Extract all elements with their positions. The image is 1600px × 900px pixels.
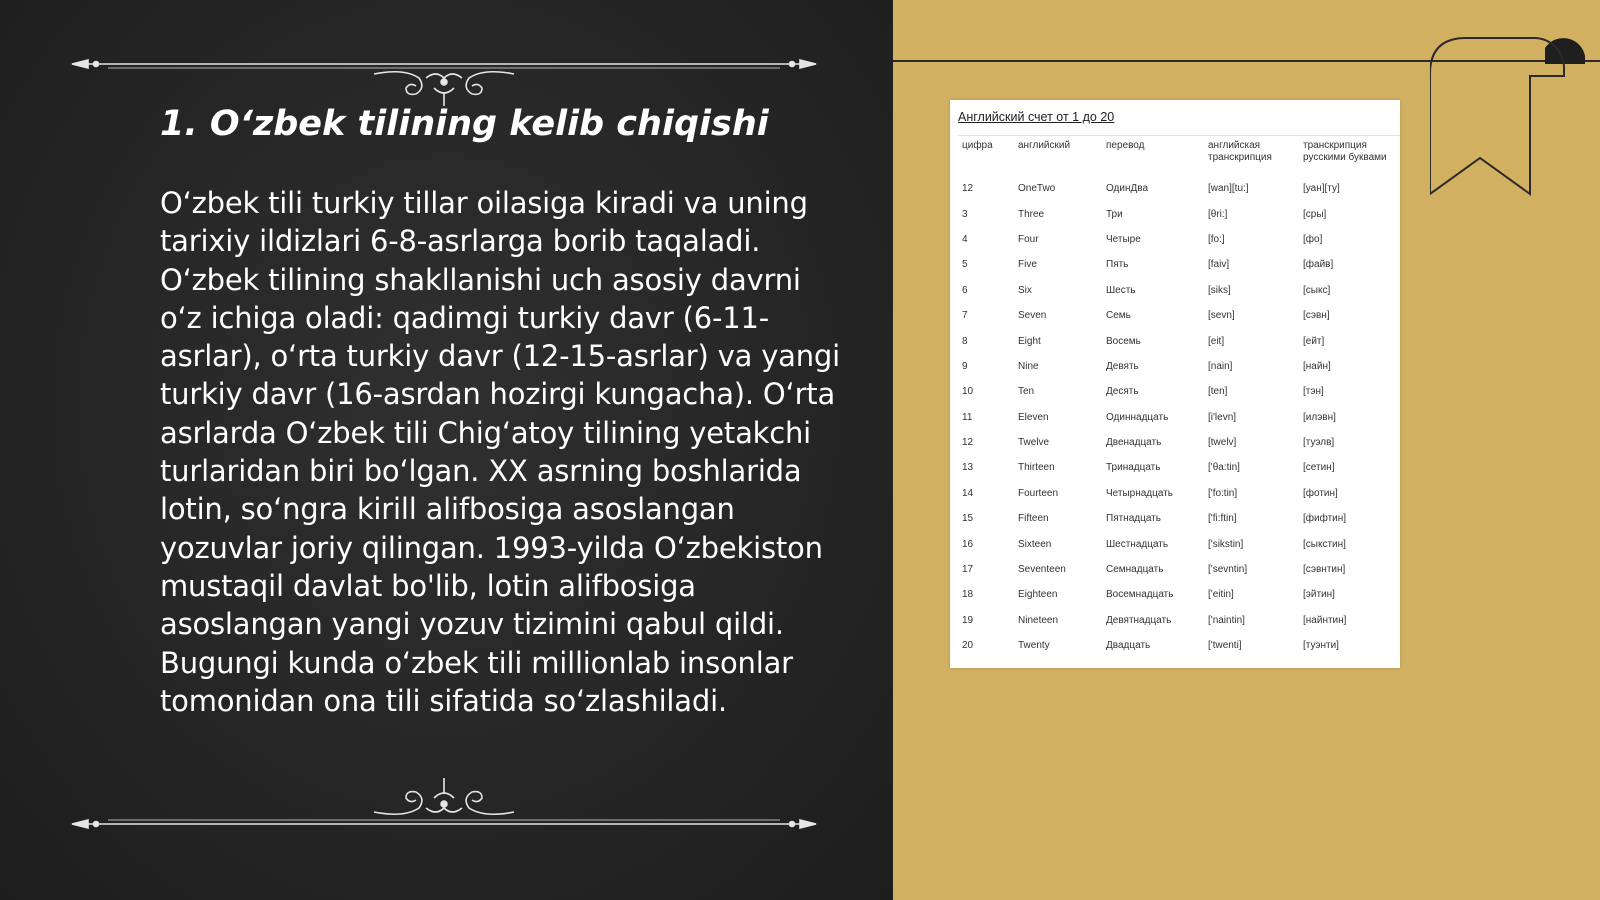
cell-digit: 6 xyxy=(962,284,968,296)
cell-translation: Шестнадцать xyxy=(1106,538,1169,550)
cell-english-transcription: [wan][tu:] xyxy=(1208,183,1249,195)
cell-english: Ten xyxy=(1018,386,1035,398)
counting-table xyxy=(958,138,1396,658)
cell-english-transcription: [sevn] xyxy=(1208,310,1235,322)
cell-digit: 17 xyxy=(962,564,974,576)
cell-russian-transcription: [туэнти] xyxy=(1303,640,1339,652)
cell-translation: Девять xyxy=(1106,360,1139,372)
cell-translation: Девятнадцать xyxy=(1106,614,1172,626)
cell-russian-transcription: [эйтин] xyxy=(1303,589,1335,601)
cell-digit: 7 xyxy=(962,310,968,322)
cell-english: Seven xyxy=(1018,310,1047,322)
cell-translation: Пять xyxy=(1106,259,1129,271)
cell-translation: Три xyxy=(1106,208,1123,220)
table-row xyxy=(958,227,1396,252)
cell-english-transcription: ['sikstin] xyxy=(1208,538,1244,550)
cell-translation: Двадцать xyxy=(1106,640,1151,652)
cell-english: Fifteen xyxy=(1018,513,1049,525)
header-translation: перевод xyxy=(1106,140,1145,151)
cell-english: Seventeen xyxy=(1018,564,1066,576)
ornamental-flourish-divider-icon xyxy=(64,772,824,832)
cell-russian-transcription: [фо] xyxy=(1303,233,1323,245)
table-divider xyxy=(958,135,1400,136)
cell-translation: Четыре xyxy=(1106,233,1141,245)
table-row xyxy=(958,557,1396,582)
table-row xyxy=(958,430,1396,455)
cell-russian-transcription: [ейт] xyxy=(1303,335,1325,347)
table-row xyxy=(958,405,1396,430)
cell-russian-transcription: [сэвнтин] xyxy=(1303,564,1346,576)
cell-translation: Шесть xyxy=(1106,284,1136,296)
cell-english: Eighteen xyxy=(1018,589,1058,601)
table-row xyxy=(958,481,1396,506)
table-row xyxy=(958,633,1396,658)
cell-translation: Восемнадцать xyxy=(1106,589,1174,601)
cell-translation: Тринадцать xyxy=(1106,462,1161,474)
cell-digit: 5 xyxy=(962,259,968,271)
cell-english-transcription: ['θa:tin] xyxy=(1208,462,1240,474)
cell-digit: 18 xyxy=(962,589,974,601)
cell-translation: Четырнадцать xyxy=(1106,487,1174,499)
table-row xyxy=(958,278,1396,303)
table-title[interactable]: Английский счет от 1 до 20 xyxy=(958,110,1115,124)
cell-english: Nineteen xyxy=(1018,614,1059,626)
cell-english: Thirteen xyxy=(1018,462,1055,474)
cell-digit: 8 xyxy=(962,335,968,347)
cell-english-transcription: [eit] xyxy=(1208,335,1225,347)
table-row xyxy=(958,252,1396,277)
cell-english: Twelve xyxy=(1018,437,1050,449)
cell-digit: 12 xyxy=(962,437,974,449)
header-russian-transcription: транскрипция русскими буквами xyxy=(1303,140,1387,163)
cell-russian-transcription: [уан][ту] xyxy=(1303,183,1340,195)
cell-russian-transcription: [илэвн] xyxy=(1303,411,1336,423)
cell-translation: Двенадцать xyxy=(1106,437,1162,449)
cell-digit: 12 xyxy=(962,183,974,195)
cell-translation: ОдинДва xyxy=(1106,183,1149,195)
cell-english-transcription: [fo:] xyxy=(1208,233,1225,245)
cell-digit: 10 xyxy=(962,386,974,398)
cell-digit: 20 xyxy=(962,640,974,652)
cell-english: Six xyxy=(1018,284,1032,296)
cell-english-transcription: [faiv] xyxy=(1208,259,1230,271)
table-row xyxy=(958,176,1396,201)
cell-russian-transcription: [туэлв] xyxy=(1303,437,1335,449)
cell-english-transcription: ['eitin] xyxy=(1208,589,1234,601)
cell-english: Twenty xyxy=(1018,640,1050,652)
cell-english: Sixteen xyxy=(1018,538,1052,550)
cell-russian-transcription: [сыкс] xyxy=(1303,284,1331,296)
cell-english-transcription: [siks] xyxy=(1208,284,1231,296)
cell-digit: 15 xyxy=(962,513,974,525)
cell-english: Eleven xyxy=(1018,411,1049,423)
cell-russian-transcription: [сетин] xyxy=(1303,462,1335,474)
table-header-row xyxy=(958,138,1396,176)
table-row xyxy=(958,582,1396,607)
cell-english-transcription: [ten] xyxy=(1208,386,1228,398)
cell-russian-transcription: [тэн] xyxy=(1303,386,1324,398)
header-digit: цифра xyxy=(962,140,993,151)
cell-digit: 14 xyxy=(962,487,974,499)
table-row xyxy=(958,531,1396,556)
slide-body-text: O‘zbek tili turkiy tillar oilasiga kiradi va uning tarixiy ildizlari 6-8-asrlarga borib taqaladi. O‘zbek tilining shakllanishi uch asosiy davrni o‘z ichiga oladi: qadimgi turkiy davr (6-11-asrlar), o‘rta turkiy davr (12-15-asrlar) va yangi turkiy davr (16-asrdan hozirgi kungacha). O‘rta asrlarda O‘zbek tili Chig‘atoy tilining yetakchi turlaridan biri bo‘lgan. XX asrning boshlarida lotin, so‘ngra kirill alifbosiga asoslangan yozuvlar joriy qilingan. 1993-yilda O‘zbekiston mustaqil davlat bo'lib, lotin alifbosiga asoslangan yangi yozuv tizimini qabul qildi. Bugungi kunda o‘zbek tili millionlab insonlar tomonidan ona tili sifatida so‘zlashiladi. xyxy=(160,186,840,718)
cell-english-transcription: ['naintin] xyxy=(1208,614,1245,626)
cell-english: OneTwo xyxy=(1018,183,1056,195)
cell-russian-transcription: [файв] xyxy=(1303,259,1334,271)
cell-translation: Семнадцать xyxy=(1106,564,1164,576)
cell-english-transcription: [i'levn] xyxy=(1208,411,1237,423)
table-row xyxy=(958,455,1396,480)
cell-digit: 16 xyxy=(962,538,974,550)
cell-english: Nine xyxy=(1018,360,1039,372)
table-row xyxy=(958,201,1396,226)
cell-translation: Пятнадцать xyxy=(1106,513,1161,525)
table-row xyxy=(958,379,1396,404)
header-english: английский xyxy=(1018,140,1071,151)
ornamental-flourish-divider-icon xyxy=(64,48,824,108)
table-row xyxy=(958,354,1396,379)
cell-translation: Десять xyxy=(1106,386,1139,398)
cell-english-transcription: [nain] xyxy=(1208,360,1233,372)
cell-digit: 19 xyxy=(962,614,974,626)
bookmark-ribbon-icon xyxy=(1430,34,1600,204)
cell-english: Four xyxy=(1018,233,1039,245)
cell-english-transcription: ['fi:ftin] xyxy=(1208,513,1237,525)
cell-english-transcription: ['twenti] xyxy=(1208,640,1242,652)
number-table-image xyxy=(950,100,1400,668)
cell-translation: Восемь xyxy=(1106,335,1141,347)
cell-digit: 11 xyxy=(962,411,973,423)
cell-digit: 4 xyxy=(962,233,968,245)
slide-title: 1. O‘zbek tilining kelib chiqishi xyxy=(160,104,769,144)
header-english-transcription: английская транскрипция xyxy=(1208,140,1272,163)
table-row xyxy=(958,303,1396,328)
cell-russian-transcription: [фифтин] xyxy=(1303,513,1347,525)
cell-digit: 3 xyxy=(962,208,968,220)
cell-russian-transcription: [найн] xyxy=(1303,360,1331,372)
cell-english-transcription: ['fo:tin] xyxy=(1208,487,1238,499)
cell-digit: 13 xyxy=(962,462,974,474)
cell-english: Five xyxy=(1018,259,1037,271)
table-row xyxy=(958,506,1396,531)
cell-translation: Одиннадцать xyxy=(1106,411,1169,423)
cell-english: Fourteen xyxy=(1018,487,1059,499)
cell-english: Three xyxy=(1018,208,1045,220)
cell-english-transcription: ['sevntin] xyxy=(1208,564,1248,576)
cell-russian-transcription: [сыкстин] xyxy=(1303,538,1346,550)
cell-russian-transcription: [сэвн] xyxy=(1303,310,1330,322)
table-row xyxy=(958,328,1396,353)
cell-russian-transcription: [найнтин] xyxy=(1303,614,1347,626)
cell-digit: 9 xyxy=(962,360,968,372)
cell-russian-transcription: [сры] xyxy=(1303,208,1327,220)
cell-russian-transcription: [фотин] xyxy=(1303,487,1338,499)
cell-translation: Семь xyxy=(1106,310,1131,322)
cell-english: Eight xyxy=(1018,335,1041,347)
table-row xyxy=(958,608,1396,633)
cell-english-transcription: [twelv] xyxy=(1208,437,1237,449)
cell-english-transcription: [θri:] xyxy=(1208,208,1228,220)
